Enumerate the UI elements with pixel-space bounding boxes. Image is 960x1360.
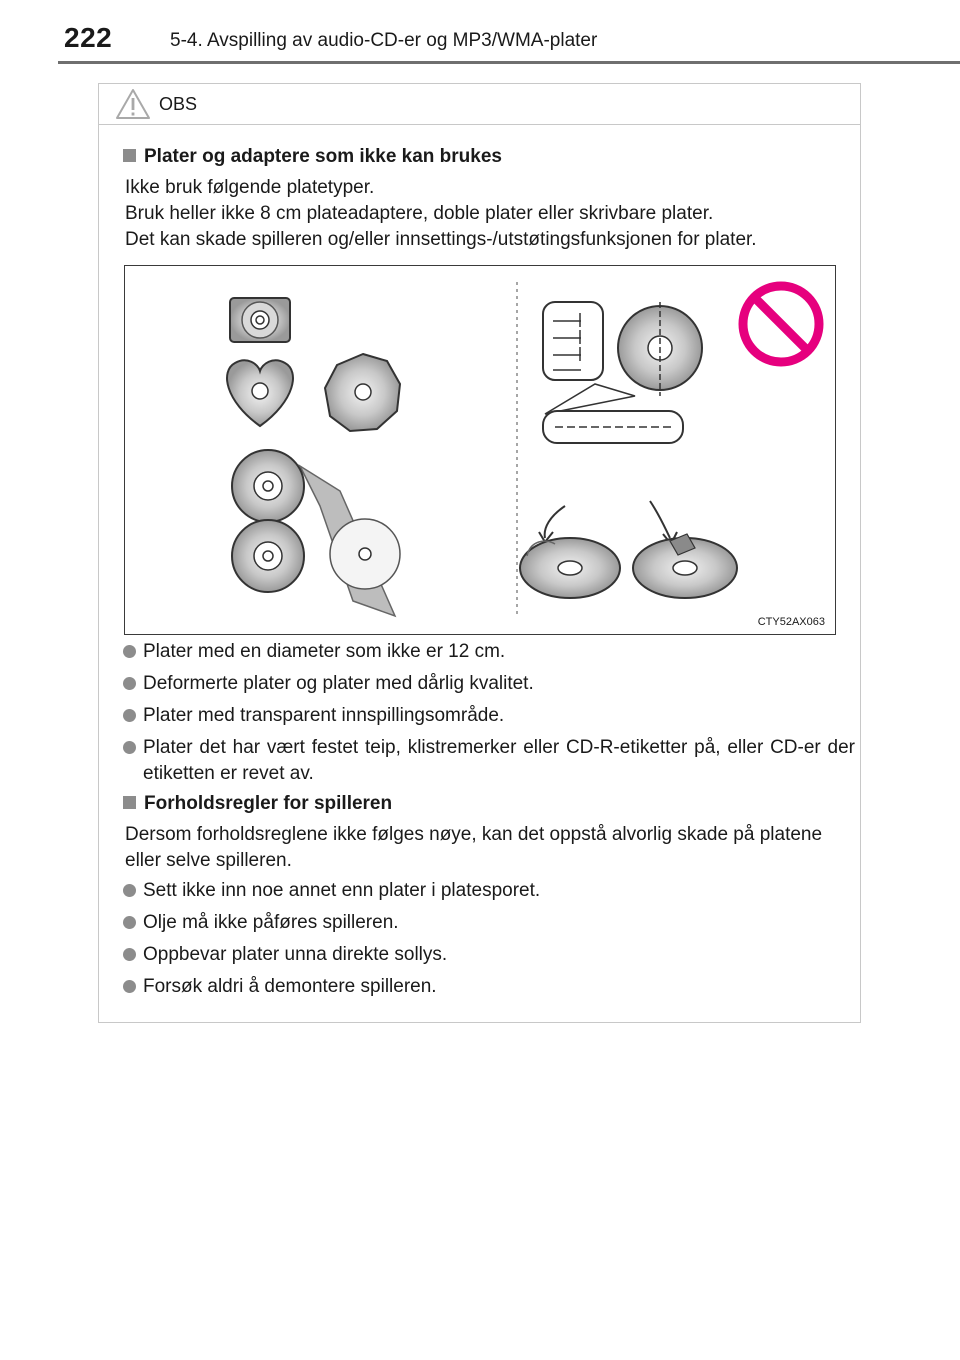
list-item: Plater det har vært festet teip, klistremerker eller CD-R-etiketter på, eller CD-er der etiketten er revet av. — [123, 735, 855, 787]
bullet-dot-icon — [123, 884, 136, 897]
bullet-dot-icon — [123, 645, 136, 658]
paragraph: Dersom forholdsreglene ikke følges nøye, kan det oppstå alvorlig skade på platene eller selve spilleren. — [125, 824, 823, 871]
list-item: Forsøk aldri å demontere spilleren. — [123, 974, 855, 1000]
adapter-disc-icon — [232, 450, 400, 616]
paragraph-line: Det kan skade spilleren og/eller innsettings-/utstøtingsfunksjonen for plater. — [125, 229, 757, 250]
paragraph-line: Bruk heller ikke 8 cm plateadaptere, doble plater eller skrivbare plater. — [125, 203, 714, 224]
unusable-discs-illustration — [124, 265, 836, 635]
notice-label: OBS — [159, 94, 198, 114]
list-item: Olje må ikke påføres spilleren. — [123, 910, 855, 936]
header-rule — [58, 61, 960, 64]
heading-text: Plater og adaptere som ikke kan brukes — [144, 146, 502, 167]
square-disc-icon — [230, 298, 290, 342]
figure-code: CTY52AX063 — [757, 616, 825, 628]
heading-text: Forholdsregler for spilleren — [144, 793, 393, 814]
warning-icon — [115, 88, 151, 120]
heading-unusable-discs — [123, 146, 502, 168]
taped-disc-icon — [633, 501, 737, 598]
bullet-dot-icon — [123, 916, 136, 929]
list-item: Deformerte plater og plater med dårlig kvalitet. — [123, 671, 855, 697]
heading-player-precautions — [123, 793, 392, 815]
notice-box — [98, 83, 861, 1023]
square-bullet-icon — [123, 796, 136, 809]
bullet-dot-icon — [123, 741, 136, 754]
list-item: Plater med en diameter som ikke er 12 cm. — [123, 639, 855, 665]
bullet-dot-icon — [123, 709, 136, 722]
peeled-label-disc-icon — [520, 506, 620, 598]
bullet-dot-icon — [123, 677, 136, 690]
square-bullet-icon — [123, 149, 136, 162]
page-number: 222 — [64, 22, 113, 53]
prohibition-icon — [743, 286, 819, 362]
bullet-dot-icon — [123, 980, 136, 993]
paragraph-line: Ikke bruk følgende platetyper. — [125, 177, 375, 198]
heart-disc-icon — [227, 360, 293, 426]
transparent-disc-icon — [543, 302, 702, 443]
section-title: 5-4. Avspilling av audio-CD-er og MP3/WMA-plater — [170, 30, 598, 51]
bullet-dot-icon — [123, 948, 136, 961]
polygon-disc-icon — [325, 354, 400, 431]
list-item: Plater med transparent innspillingsområde. — [123, 703, 855, 729]
list-item: Oppbevar plater unna direkte sollys. — [123, 942, 855, 968]
list-item: Sett ikke inn noe annet enn plater i platesporet. — [123, 878, 855, 904]
notice-header — [99, 84, 860, 125]
page-header — [0, 0, 960, 68]
